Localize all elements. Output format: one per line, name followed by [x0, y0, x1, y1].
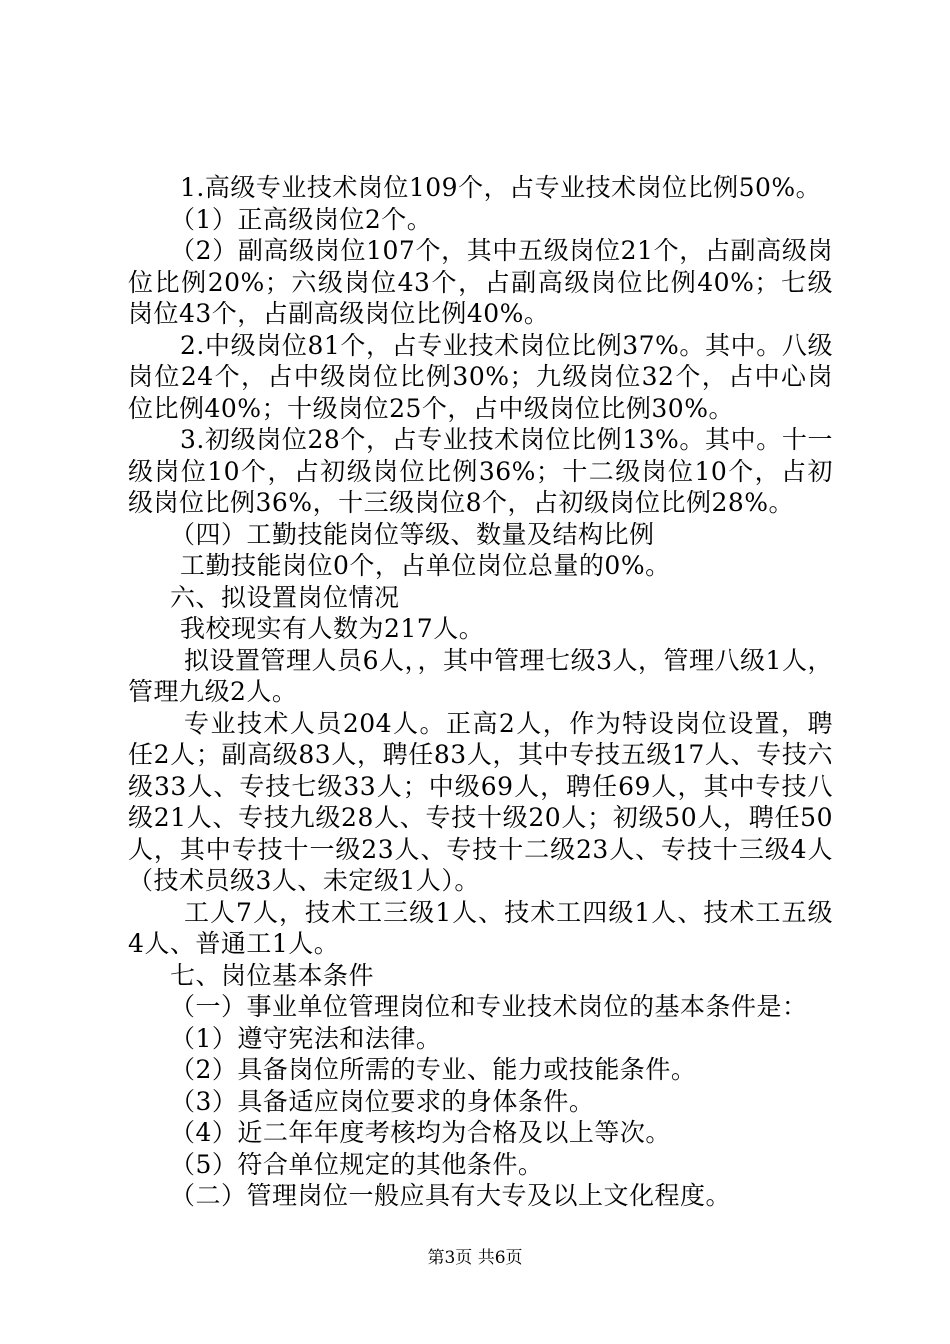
paragraph-3: （2）副高级岗位107个，其中五级岗位21个，占副高级岗位比例20%；六级岗位43个，占副高级岗位比例40%；七级岗位43个，占副高级岗位比例40%。 [128, 236, 833, 328]
paragraph-11: 专业技术人员204人。正高2人，作为特设岗位设置，聘任2人；副高级83人，聘任83人，其中专技五级17人、专技六级33人、专技七级33人；中级69人，聘任69人，其中专技八级21人、专技九级28人、专技十级20人；初级50人，聘任50人，其中专技十一级23人、专技十二级23人、专技十三级4人（技术员级3人、未定级1人）。 [128, 708, 833, 895]
page-number-footer: 第3页 共6页 [427, 1248, 523, 1268]
document-body [128, 172, 833, 1212]
paragraph-6: （四）工勤技能岗位等级、数量及结构比例 [170, 519, 655, 549]
paragraph-14: （一）事业单位管理岗位和专业技术岗位的基本条件是： [170, 992, 808, 1021]
condition-item-1: （1）遵守宪法和法律。 [170, 1023, 442, 1053]
paragraph-9: 我校现实有人数为217人。 [180, 614, 485, 643]
section-heading-7: 七、岗位基本条件 [170, 960, 375, 990]
paragraph-2: （1）正高级岗位2个。 [170, 204, 433, 234]
condition-item-2: （2）具备岗位所需的专业、能力或技能条件。 [170, 1055, 697, 1084]
condition-item-3: （3）具备适应岗位要求的身体条件。 [170, 1086, 595, 1116]
paragraph-12: 工人7人，技术工三级1人、技术工四级1人、技术工五级4人、普通工1人。 [128, 897, 833, 958]
section-heading-6: 六、拟设置岗位情况 [170, 582, 400, 612]
condition-item-4: （4）近二年年度考核均为合格及以上等次。 [170, 1118, 671, 1147]
condition-item-5: （5）符合单位规定的其他条件。 [170, 1149, 544, 1179]
paragraph-7: 工勤技能岗位0个，占单位岗位总量的0%。 [180, 551, 671, 580]
paragraph-4: 2.中级岗位81个，占专业技术岗位比例37%。其中。八级岗位24个，占中级岗位比例30%；九级岗位32个，占中心岗位比例40%；十级岗位25个，占中级岗位比例30%。 [128, 330, 833, 423]
paragraph-5: 3.初级岗位28个，占专业技术岗位比例13%。其中。十一级岗位10个，占初级岗位比例36%；十二级岗位10个，占初级岗位比例36%，十三级岗位8个，占初级岗位比例28%。 [128, 425, 833, 517]
paragraph-1: 1.高级专业技术岗位109个，占专业技术岗位比例50%。 [180, 173, 822, 202]
paragraph-10: 拟设置管理人员6人，，其中管理七级3人，管理八级1人，管理九级2人。 [128, 645, 833, 706]
paragraph-20: （二）管理岗位一般应具有大专及以上文化程度。 [170, 1181, 732, 1210]
